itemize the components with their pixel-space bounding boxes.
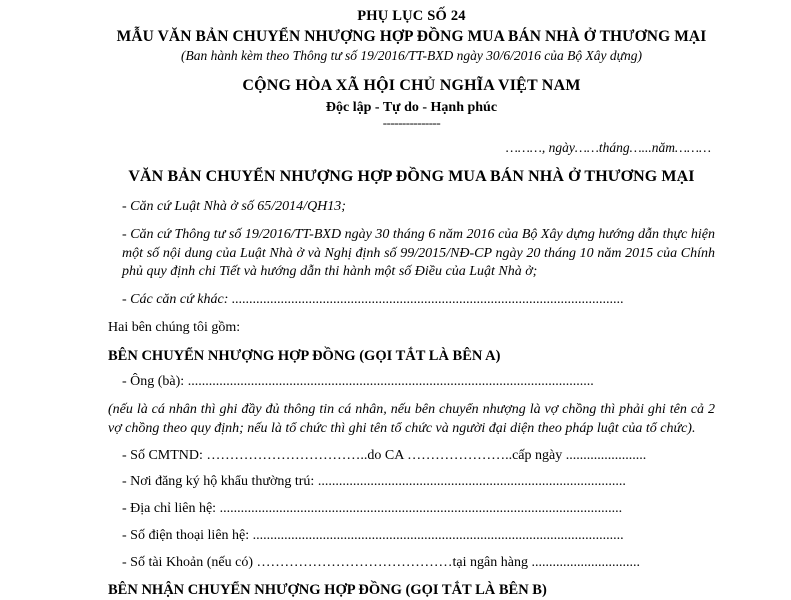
legal-basis-2: - Căn cứ Thông tư số 19/2016/TT-BXD ngày 30 tháng 6 năm 2016 của Bộ Xây dựng hướng dẫn thực hiện một số nội dung của Luật Nhà ở và Nghị định số 99/2015/NĐ-CP ngày 20 tháng 10 năm 2015 của Chính phủ quy định chi Tiết và hướng dẫn thi hành một số Điều của Luật Nhà ở; bbox=[122, 226, 715, 280]
party-a-address-field: - Địa chỉ liên hệ: ................................................................................................................... bbox=[122, 501, 623, 517]
party-a-note: (nếu là cá nhân thì ghi đầy đủ thông tin cá nhân, nếu bên chuyển nhượng là vợ chồng thì phải ghi tên cả 2 vợ chồng theo quy định; nếu là tổ chức thì ghi tên tổ chức và người đại diện theo pháp luật của tổ chức). bbox=[108, 402, 715, 436]
issuance-note: (Ban hành kèm theo Thông tư số 19/2016/TT-BXD ngày 30/6/2016 của Bộ Xây dựng) bbox=[180, 48, 643, 63]
parties-intro: Hai bên chúng tôi gồm: bbox=[108, 319, 241, 335]
legal-basis-1: - Căn cứ Luật Nhà ở số 65/2014/QH13; bbox=[122, 199, 346, 214]
appendix-number: PHỤ LỤC SỐ 24 bbox=[357, 8, 466, 24]
document-body bbox=[108, 198, 715, 600]
party-a-id-field: - Số CMTND: ……………………………..do CA …………………..cấp ngày ....................... bbox=[122, 447, 647, 463]
national-motto: Độc lập - Tự do - Hạnh phúc bbox=[325, 100, 498, 115]
legal-basis-3: - Các căn cứ khác: ................................................................................................................ bbox=[122, 292, 624, 307]
party-a-residence-field: - Nơi đăng ký hộ khẩu thường trú: ........................................................................................ bbox=[122, 474, 626, 490]
party-a-account-field: - Số tài Khoản (nếu có) ……………………………………tại ngân hàng ............................... bbox=[122, 554, 640, 570]
national-heading: CỘNG HÒA XÃ HỘI CHỦ NGHĨA VIỆT NAM bbox=[242, 77, 581, 94]
party-a-heading: BÊN CHUYỂN NHƯỢNG HỢP ĐỒNG (GỌI TẮT LÀ BÊN A) bbox=[108, 347, 501, 364]
dateline: ………, ngày……tháng…...năm……… bbox=[505, 140, 711, 155]
party-b-heading: BÊN NHẬN CHUYỂN NHƯỢNG HỢP ĐỒNG (GỌI TẮT LÀ BÊN B) bbox=[108, 582, 547, 599]
divider-dashes: --------------- bbox=[382, 115, 441, 130]
party-a-name-field: - Ông (bà): .................................................................................................................... bbox=[122, 374, 594, 390]
document-title: VĂN BẢN CHUYỂN NHƯỢNG HỢP ĐỒNG MUA BÁN NHÀ Ở THƯƠNG MẠI bbox=[128, 168, 695, 185]
form-title: MẪU VĂN BẢN CHUYỂN NHƯỢNG HỢP ĐỒNG MUA BÁN NHÀ Ở THƯƠNG MẠI bbox=[116, 28, 707, 45]
party-a-phone-field: - Số điện thoại liên hệ: .......................................................................................................... bbox=[122, 527, 624, 543]
